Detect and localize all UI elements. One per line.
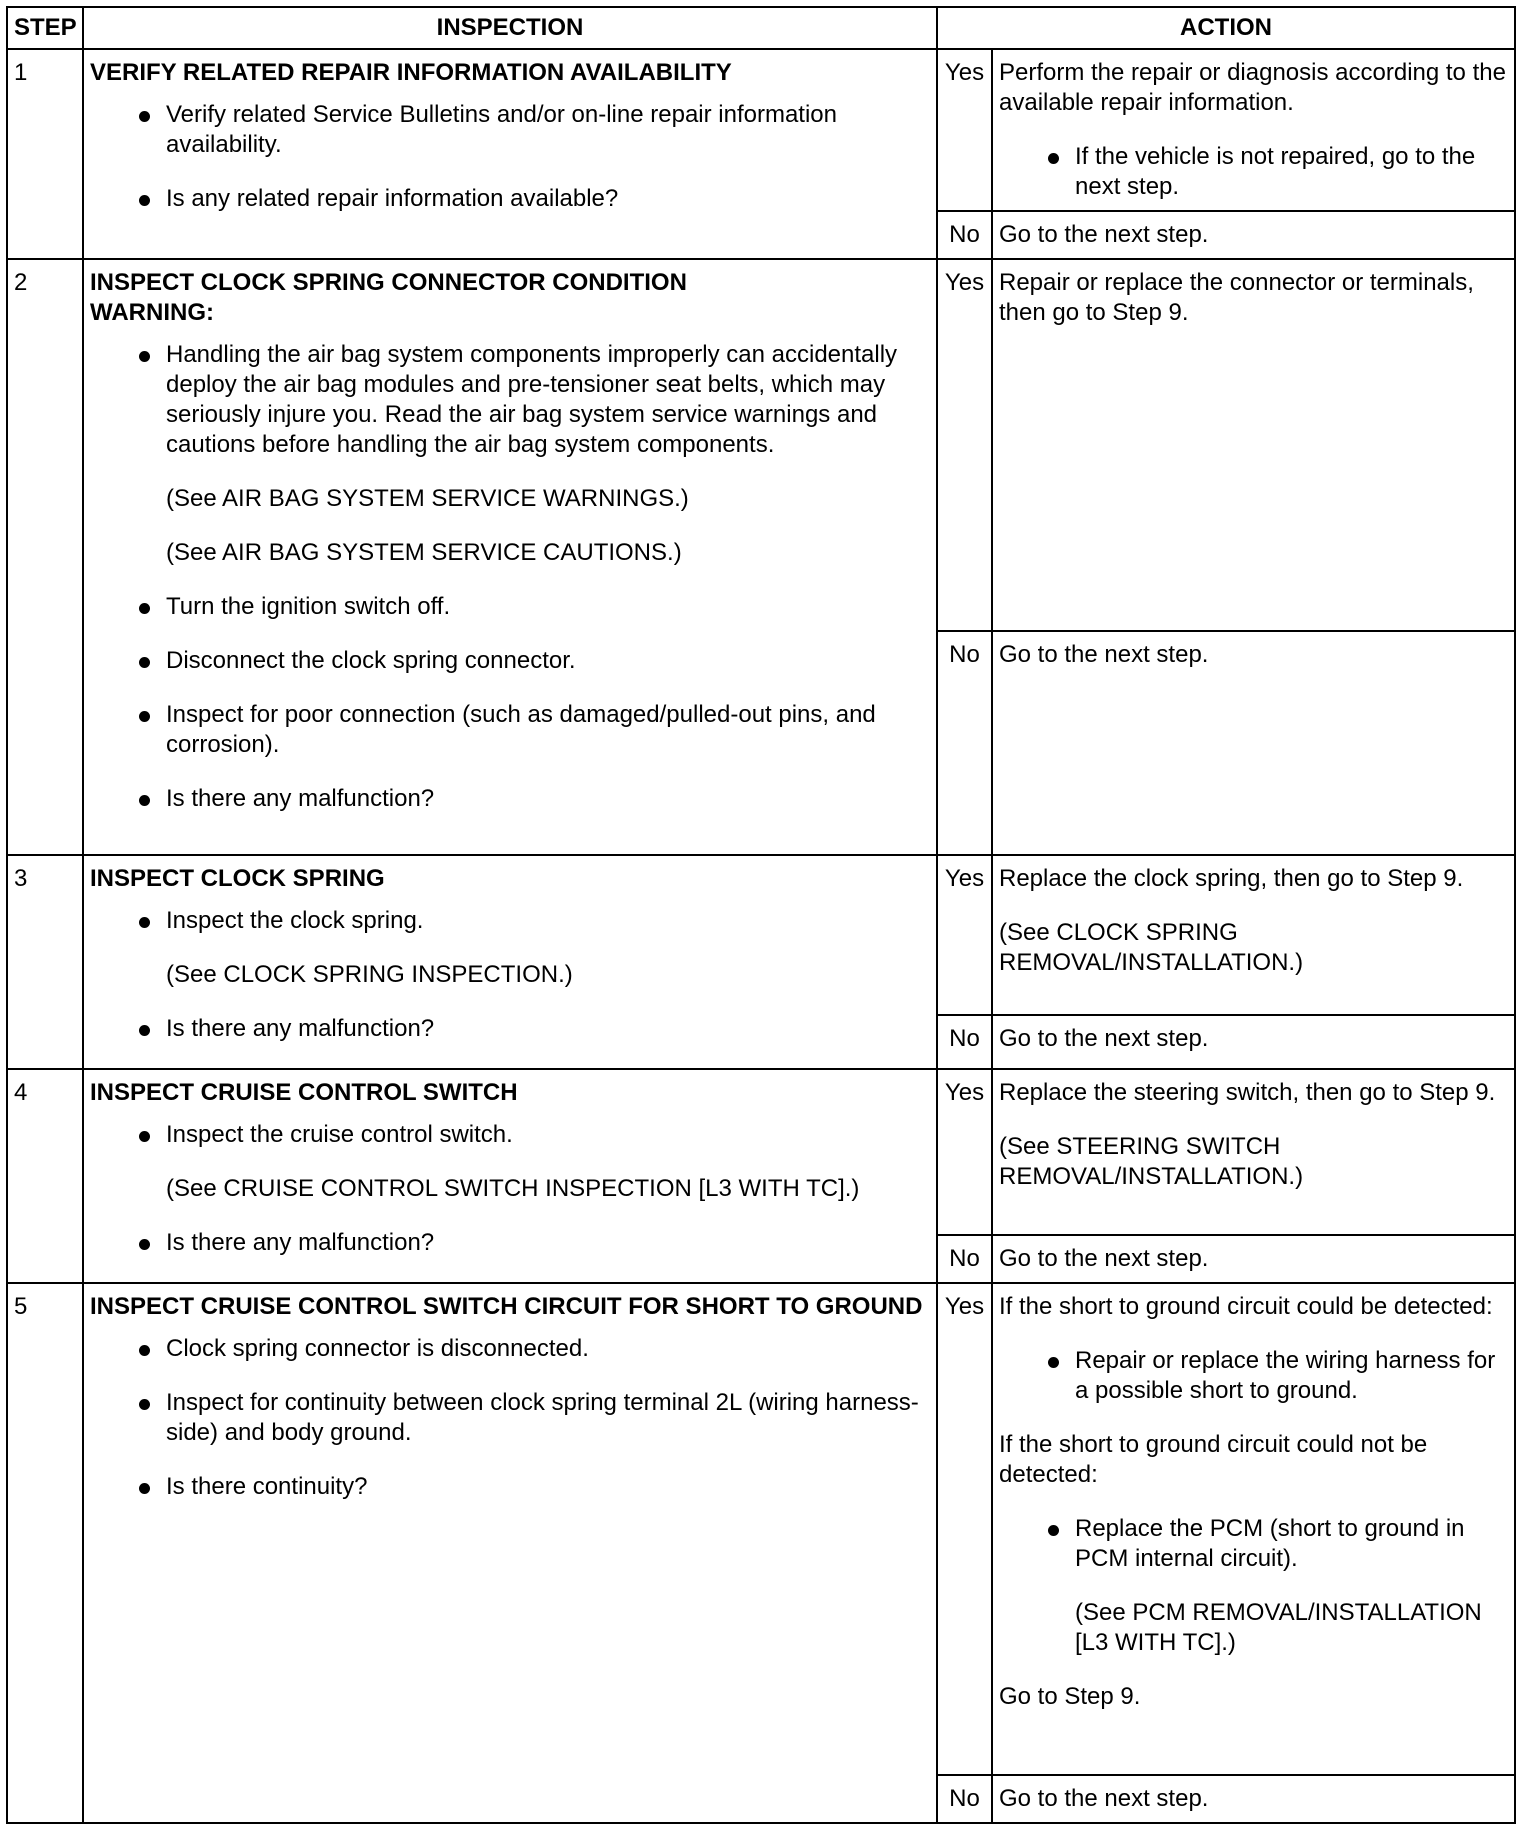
no-action: Go to the next step. [992,1015,1515,1069]
step-number: 1 [7,49,83,259]
step-column-header: STEP [7,7,83,49]
inspection-column-header: INSPECTION [83,7,937,49]
inspection-question: Is there any malfunction? [90,1014,930,1044]
inspection-item: Verify related Service Bulletins and/or on-line repair information availability. [90,100,930,160]
inspection-title: VERIFY RELATED REPAIR INFORMATION AVAILABILITY [90,59,732,86]
warning-label: WARNING: [90,299,214,326]
action-bullet: Repair or replace the wiring harness for a possible short to ground. [999,1346,1508,1406]
no-label: No [937,1235,992,1283]
inspection-question: Is there any malfunction? [90,784,930,814]
diagnostic-procedure-table [6,6,1516,1824]
yes-label: Yes [937,259,992,631]
step-row-4-yes [7,1069,1515,1235]
action-text: Go to Step 9. [999,1683,1141,1710]
inspection-cell [83,1283,937,1823]
inspection-question: Is there continuity? [90,1472,930,1502]
inspection-title: INSPECT CRUISE CONTROL SWITCH CIRCUIT FOR SHORT TO GROUND [90,1293,923,1320]
yes-action [992,1069,1515,1235]
inspection-cell [83,855,937,1069]
action-text: Replace the clock spring, then go to Step 9. [999,865,1464,892]
action-bullet: Replace the PCM (short to ground in PCM internal circuit). [999,1514,1508,1574]
inspection-reference: (See CLOCK SPRING INSPECTION.) [166,961,573,988]
inspection-item: Turn the ignition switch off. [90,592,930,622]
step-row-2-yes [7,259,1515,631]
inspection-question: Is there any malfunction? [90,1228,930,1258]
no-label: No [937,1775,992,1823]
action-reference: (See CLOCK SPRING REMOVAL/INSTALLATION.) [999,919,1304,976]
no-action: Go to the next step. [992,211,1515,259]
inspection-cell [83,1069,937,1283]
yes-action [992,855,1515,1015]
no-action: Go to the next step. [992,1235,1515,1283]
step-row-3-yes [7,855,1515,1015]
no-label: No [937,631,992,855]
inspection-question: Is any related repair information available? [90,184,930,214]
inspection-item: Inspect for continuity between clock spring terminal 2L (wiring harness-side) and body ground. [90,1388,930,1448]
inspection-title: INSPECT CLOCK SPRING CONNECTOR CONDITION [90,269,687,296]
yes-action [992,1283,1515,1775]
header-row [7,7,1515,49]
yes-label: Yes [937,1283,992,1775]
no-action: Go to the next step. [992,631,1515,855]
action-reference: (See STEERING SWITCH REMOVAL/INSTALLATION.) [999,1133,1304,1190]
yes-label: Yes [937,49,992,211]
inspection-item: Inspect the clock spring. [90,906,930,936]
inspection-item: Handling the air bag system components improperly can accidentally deploy the air bag modules and pre-tensioner seat belts, which may seriously injure you. Read the air bag system service warnings and cautions before handling the air bag system components. [90,340,930,460]
action-bullet: If the vehicle is not repaired, go to the next step. [999,142,1508,202]
step-row-1-yes [7,49,1515,211]
step-row-5-yes [7,1283,1515,1775]
inspection-cell [83,49,937,259]
inspection-item: Clock spring connector is disconnected. [90,1334,930,1364]
inspection-reference: (See AIR BAG SYSTEM SERVICE WARNINGS.) [166,485,689,512]
yes-action: Repair or replace the connector or terminals, then go to Step 9. [992,259,1515,631]
step-number: 3 [7,855,83,1069]
no-label: No [937,1015,992,1069]
action-reference: (See PCM REMOVAL/INSTALLATION [L3 WITH TC].) [1075,1599,1482,1656]
inspection-title: INSPECT CLOCK SPRING [90,865,385,892]
action-condition: If the short to ground circuit could be detected: [999,1293,1493,1320]
inspection-item: Disconnect the clock spring connector. [90,646,930,676]
step-number: 2 [7,259,83,855]
step-number: 4 [7,1069,83,1283]
inspection-reference: (See CRUISE CONTROL SWITCH INSPECTION [L3 WITH TC].) [166,1175,860,1202]
action-text: Perform the repair or diagnosis according to the available repair information. [999,59,1506,116]
no-label: No [937,211,992,259]
action-text: Replace the steering switch, then go to Step 9. [999,1079,1496,1106]
yes-action [992,49,1515,211]
inspection-item: Inspect the cruise control switch. [90,1120,930,1150]
inspection-title: INSPECT CRUISE CONTROL SWITCH [90,1079,518,1106]
yes-label: Yes [937,1069,992,1235]
step-number: 5 [7,1283,83,1823]
action-column-header: ACTION [937,7,1515,49]
inspection-cell [83,259,937,855]
yes-label: Yes [937,855,992,1015]
action-condition: If the short to ground circuit could not be detected: [999,1431,1428,1488]
inspection-item: Inspect for poor connection (such as damaged/pulled-out pins, and corrosion). [90,700,930,760]
inspection-reference: (See AIR BAG SYSTEM SERVICE CAUTIONS.) [166,539,682,566]
no-action: Go to the next step. [992,1775,1515,1823]
